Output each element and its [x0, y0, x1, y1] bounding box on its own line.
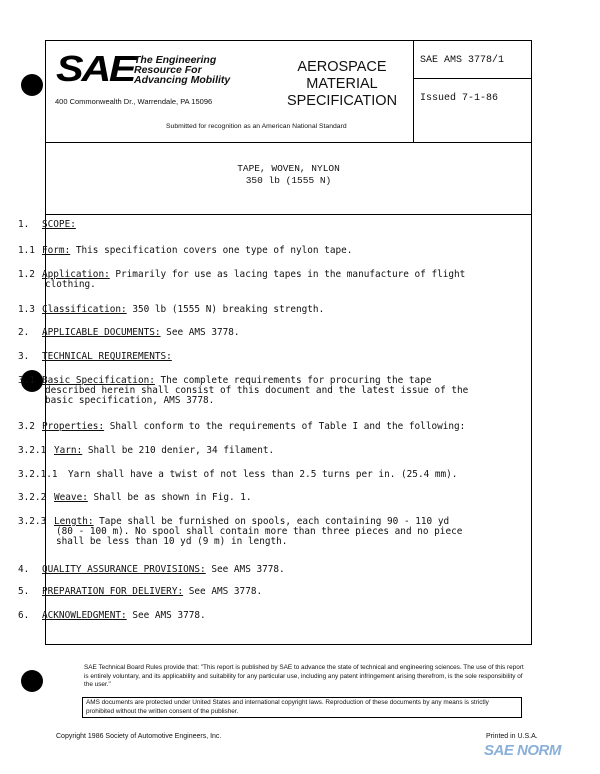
- section-3-2-2: 3.2.2 Weave: Shall be as shown in Fig. 1.: [18, 492, 252, 503]
- address: 400 Commonwealth Dr., Warrendale, PA 15096: [55, 97, 213, 106]
- ams-number: SAE AMS 3778/1: [414, 41, 531, 79]
- header-right: [414, 41, 531, 143]
- section-2: 2. APPLICABLE DOCUMENTS: See AMS 3778.: [18, 327, 240, 338]
- section-3-2-1: 3.2.1 Yarn: Shall be 210 denier, 34 filament.: [18, 445, 275, 456]
- document-title: TAPE, WOVEN, NYLON 350 lb (1555 N): [46, 143, 531, 215]
- tagline: The Engineering Resource For Advancing Mobility: [134, 54, 231, 86]
- sae-logo: SAE: [56, 48, 135, 89]
- section-3-1: 3.1 Basic Specification: The complete requirements for procuring the tape described herein shall consist of this document and the latest issue of the basic specification, AMS 3778.: [18, 375, 469, 406]
- document-type-title: AEROSPACE MATERIAL SPECIFICATION: [286, 59, 398, 109]
- copyright-line: Copyright 1986 Society of Automotive Engineers, Inc.: [56, 733, 222, 740]
- section-1-3: 1.3 Classification: 350 lb (1555 N) breaking strength.: [18, 304, 325, 315]
- printed-in: Printed in U.S.A.: [486, 733, 538, 740]
- specification-frame: [45, 40, 532, 645]
- watermark: SAE NORM: [484, 742, 561, 759]
- section-3-2-3: 3.2.3 Length: Tape shall be furnished on spools, each containing 90 - 110 yd (80 - 100 m). No spool shall contain more than three pieces and no piece shall be less than 10 yd (9 m) in length.: [18, 516, 463, 547]
- section-1: 1. SCOPE:: [18, 219, 76, 230]
- section-5: 5. PREPARATION FOR DELIVERY: See AMS 3778.: [18, 586, 263, 597]
- board-rules-note: SAE Technical Board Rules provide that: "This report is published by SAE to advance the state of technical and engineering sciences. The use of this report is entirely voluntary, and its applicability and suitability for any particular use, including any patent infringement arising therefrom, is the sole responsibility of the user.": [84, 664, 524, 688]
- section-1-1: 1.1 Form: This specification covers one type of nylon tape.: [18, 245, 353, 256]
- section-3: 3. TECHNICAL REQUIREMENTS:: [18, 351, 172, 362]
- issued-date: Issued 7-1-86: [420, 93, 499, 104]
- section-3-2-1-1: 3.2.1.1 Yarn shall have a twist of not less than 2.5 turns per in. (25.4 mm).: [18, 469, 458, 480]
- header-left: [46, 41, 414, 143]
- submitted-note: Submitted for recognition as an American National Standard: [166, 123, 347, 130]
- section-6: 6. ACKNOWLEDGMENT: See AMS 3778.: [18, 610, 206, 621]
- copyright-notice-box: AMS documents are protected under United States and international copyright laws. Reproduction of these documents by any means is strictly prohibited without the written consent of the publisher.: [82, 697, 522, 718]
- section-1-2: 1.2 Application: Primarily for use as lacing tapes in the manufacture of flight clothing.: [18, 269, 466, 290]
- punch-hole-top: [21, 74, 43, 96]
- section-4: 4. QUALITY ASSURANCE PROVISIONS: See AMS 3778.: [18, 564, 285, 575]
- punch-hole-bottom: [21, 670, 43, 692]
- section-3-2: 3.2 Properties: Shall conform to the requirements of Table I and the following:: [18, 421, 466, 432]
